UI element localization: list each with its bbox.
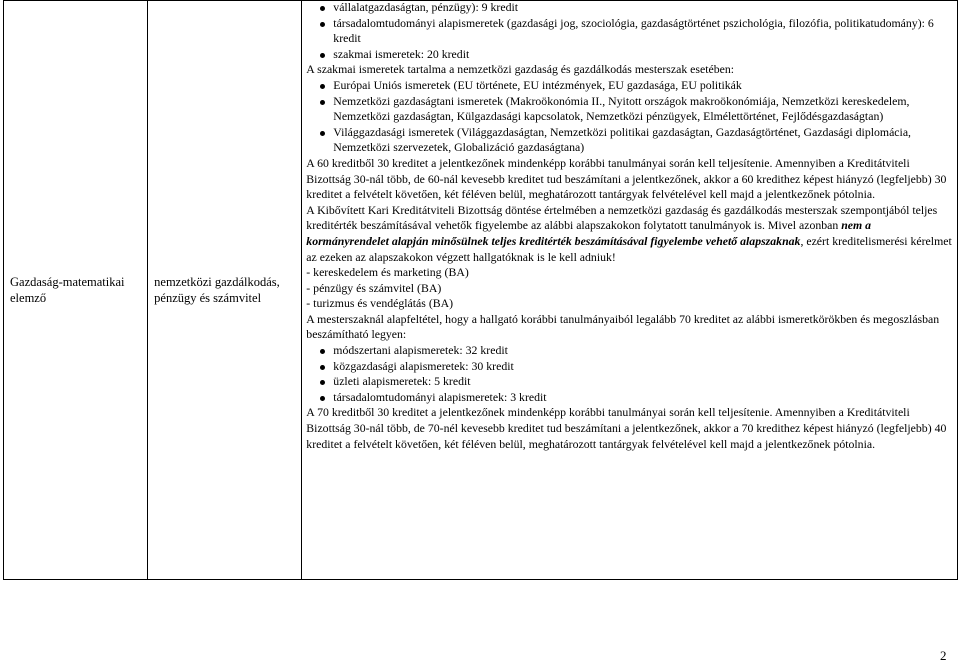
- dash-item: - pénzügy és számvitel (BA): [306, 280, 442, 295]
- text-span: A Kibővített Kari Kreditátviteli Bizottság döntése értelmében a nemzetközi gazdaság és gazdálkodás mesterszak szempontjából teljes kreditérték beszámításával vehetők figyelembe az alábbi alapszakokon folytatott tanulmányok is. Mivel azonban: [306, 202, 938, 233]
- page-number: 2: [940, 648, 947, 663]
- list-item: társadalomtudományi alapismeretek (gazdasági jog, szociológia, gazdaságtörténet pszichológia, filozófia, politikatudomány): 6 kredit: [306, 16, 953, 47]
- list-item: társadalomtudományi alapismeretek: 3 kredit: [306, 390, 953, 406]
- list-item: szakmai ismeretek: 20 kredit: [306, 47, 953, 63]
- master-program-cell: [148, 1, 302, 580]
- list-item: módszertani alapismeretek: 32 kredit: [306, 343, 953, 359]
- paragraph: A 60 kreditből 30 kreditet a jelentkezőnek mindenképp korábbi tanulmányai során kell teljesítenie. Amennyiben a Kreditátviteli Bizottság 30-nál több, de 60-nál kevesebb kreditet tud beszámítani a jelentkezőnek, akkor a 60 kredithez képest hiányzó (legfeljebb) 30 kreditet a felvételt követően, két féléven belül, meghatározott tantárgyak felvételével kell majd a jelentkezőnek pótolnia.: [306, 155, 947, 202]
- program-table: [3, 0, 958, 580]
- master-program-name: nemzetközi gazdálkodás, pénzügy és számvitel: [154, 275, 280, 305]
- dash-item: - turizmus és vendéglátás (BA): [306, 296, 454, 311]
- table-row: [4, 1, 958, 580]
- paragraph: A mesterszaknál alapfeltétel, hogy a hallgató korábbi tanulmányaiból legalább 70 kreditet az alábbi ismeretkörökben és megoszlásban beszámítható legyen:: [306, 311, 940, 342]
- list-item: Világgazdasági ismeretek (Világgazdaságtan, Nemzetközi politikai gazdaságtan, Gazdaságtörténet, Gazdasági diplomácia, Nemzetközi szervezetek, Globalizáció gazdaságtana): [306, 125, 953, 156]
- list-item: Nemzetközi gazdaságtani ismeretek (Makroökonómia II., Nyitott országok makroökonómiája, Nemzetközi kereskedelem, Nemzetközi gazdaságtan, Külgazdasági kapcsolatok, Nemzetközi pénzügyek, Elmélettörténet, Fejlődésgazdaságtan): [306, 94, 953, 125]
- list-item: üzleti alapismeretek: 5 kredit: [306, 374, 953, 390]
- list-item: közgazdasági alapismeretek: 30 kredit: [306, 359, 953, 375]
- emphasis-text: nem a kormányrendelet alapján minősülnek teljes kreditérték beszámításával figyelembe vehető alapszaknak: [306, 218, 872, 248]
- list-item: Európai Uniós ismeretek (EU története, EU intézmények, EU gazdasága, EU politikák: [306, 78, 953, 94]
- dash-item: - kereskedelem és marketing (BA): [306, 265, 469, 280]
- paragraph: A szakmai ismeretek tartalma a nemzetközi gazdaság és gazdálkodás mesterszak esetében:: [306, 62, 735, 77]
- paragraph: A 70 kreditből 30 kreditet a jelentkezőnek mindenképp korábbi tanulmányai során kell teljesítenie. Amennyiben a Kreditátviteli Bizottság 30-nál több, de 70-nél kevesebb kreditet tud beszámítani a jelentkezőnek, akkor a 70 kredithez képest hiányzó (legfeljebb) 40 kreditet a felvételt követően, két féléven belül, meghatározott tantárgyak felvételével kell majd a jelentkezőnek pótolnia.: [306, 405, 947, 451]
- requirements-cell: [302, 1, 958, 580]
- specialization-name: Gazdaság-matematikai elemző: [10, 275, 125, 305]
- specialization-cell: [4, 1, 148, 580]
- list-item: vállalatgazdaságtan, pénzügy): 9 kredit: [306, 0, 953, 16]
- paragraph: [306, 203, 953, 265]
- requirements-text: [302, 0, 957, 452]
- text-span: , ezért kreditelismerési kérelmet az ezeken az alapszakokon végzett hallgatóknak is le kell adniuk!: [306, 233, 952, 264]
